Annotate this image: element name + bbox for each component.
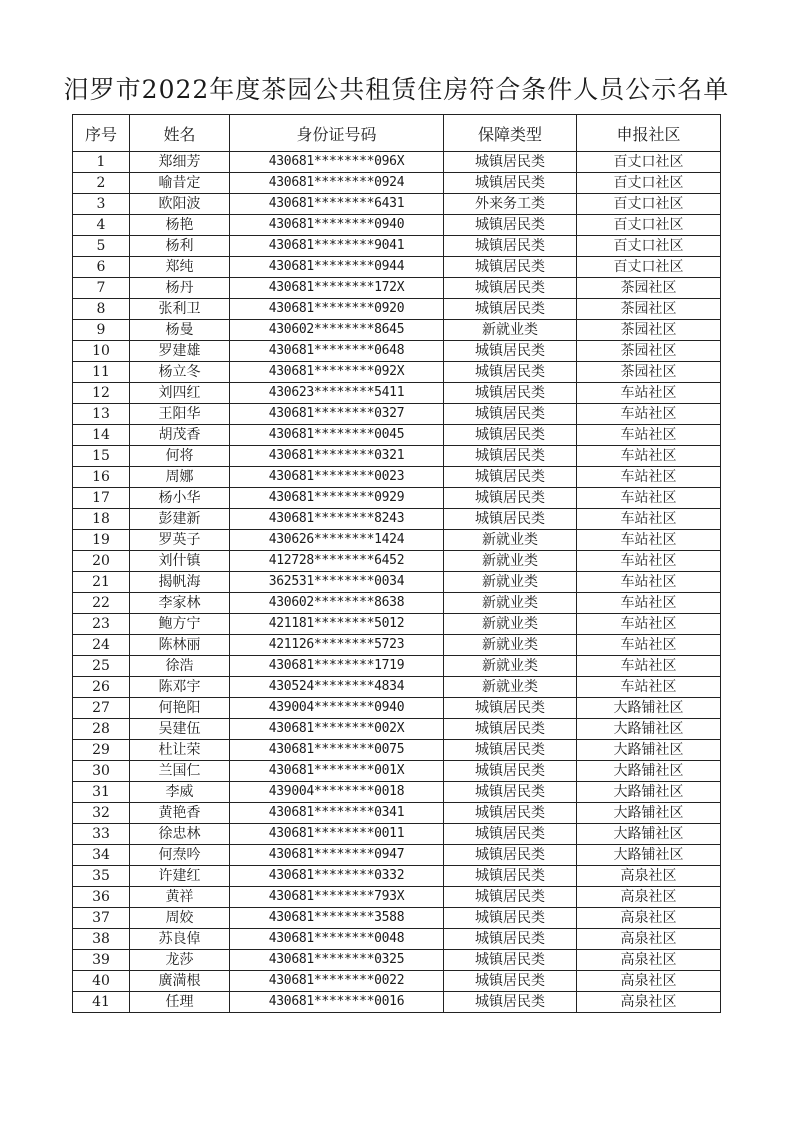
table-row	[73, 887, 721, 908]
cell-seq: 13	[73, 404, 130, 425]
cell-name: 吴建伍	[130, 719, 230, 740]
cell-seq: 28	[73, 719, 130, 740]
cell-id-number: 430681********0016	[230, 992, 444, 1013]
cell-seq: 3	[73, 194, 130, 215]
table-row	[73, 446, 721, 467]
cell-id-number: 430681********0327	[230, 404, 444, 425]
cell-name: 喻昔定	[130, 173, 230, 194]
table-row	[73, 383, 721, 404]
cell-community: 大路铺社区	[577, 824, 721, 845]
cell-seq: 31	[73, 782, 130, 803]
cell-seq: 23	[73, 614, 130, 635]
table-row	[73, 698, 721, 719]
cell-community: 高泉社区	[577, 971, 721, 992]
cell-id-number: 430681********6431	[230, 194, 444, 215]
table-row	[73, 509, 721, 530]
cell-community: 百丈口社区	[577, 152, 721, 173]
cell-name: 何焘吟	[130, 845, 230, 866]
table-row	[73, 236, 721, 257]
cell-name: 杨丹	[130, 278, 230, 299]
cell-name: 周娜	[130, 467, 230, 488]
table-row	[73, 572, 721, 593]
cell-support-type: 新就业类	[444, 635, 577, 656]
table-row	[73, 782, 721, 803]
cell-name: 罗英子	[130, 530, 230, 551]
cell-seq: 17	[73, 488, 130, 509]
cell-community: 茶园社区	[577, 320, 721, 341]
cell-name: 陈林丽	[130, 635, 230, 656]
cell-community: 车站社区	[577, 614, 721, 635]
cell-community: 百丈口社区	[577, 236, 721, 257]
cell-seq: 22	[73, 593, 130, 614]
cell-name: 周姣	[130, 908, 230, 929]
cell-id-number: 430681********0321	[230, 446, 444, 467]
cell-id-number: 430681********0045	[230, 425, 444, 446]
cell-support-type: 城镇居民类	[444, 782, 577, 803]
table-row	[73, 194, 721, 215]
table-row	[73, 257, 721, 278]
cell-seq: 2	[73, 173, 130, 194]
cell-community: 车站社区	[577, 572, 721, 593]
cell-support-type: 城镇居民类	[444, 341, 577, 362]
page-title: 汨罗市2022年度茶园公共租赁住房符合条件人员公示名单	[63, 75, 730, 104]
cell-seq: 39	[73, 950, 130, 971]
cell-community: 车站社区	[577, 383, 721, 404]
cell-seq: 6	[73, 257, 130, 278]
cell-id-number: 430524********4834	[230, 677, 444, 698]
cell-seq: 25	[73, 656, 130, 677]
cell-id-number: 430681********0940	[230, 215, 444, 236]
header-id-number: 身份证号码	[230, 115, 444, 152]
cell-community: 高泉社区	[577, 908, 721, 929]
cell-support-type: 新就业类	[444, 593, 577, 614]
cell-seq: 36	[73, 887, 130, 908]
table-row	[73, 761, 721, 782]
table-row	[73, 929, 721, 950]
header-community: 申报社区	[577, 115, 721, 152]
cell-seq: 20	[73, 551, 130, 572]
cell-support-type: 城镇居民类	[444, 446, 577, 467]
cell-community: 百丈口社区	[577, 173, 721, 194]
cell-community: 车站社区	[577, 488, 721, 509]
table-row	[73, 320, 721, 341]
header-seq: 序号	[73, 115, 130, 152]
cell-id-number: 430626********1424	[230, 530, 444, 551]
cell-name: 欧阳波	[130, 194, 230, 215]
cell-seq: 19	[73, 530, 130, 551]
cell-community: 高泉社区	[577, 866, 721, 887]
cell-community: 百丈口社区	[577, 257, 721, 278]
cell-support-type: 城镇居民类	[444, 383, 577, 404]
cell-name: 任理	[130, 992, 230, 1013]
cell-community: 大路铺社区	[577, 845, 721, 866]
cell-support-type: 城镇居民类	[444, 887, 577, 908]
table-row	[73, 677, 721, 698]
cell-id-number: 430681********001X	[230, 761, 444, 782]
cell-name: 何艳阳	[130, 698, 230, 719]
cell-id-number: 430602********8645	[230, 320, 444, 341]
cell-seq: 33	[73, 824, 130, 845]
cell-name: 罗建雄	[130, 341, 230, 362]
cell-seq: 27	[73, 698, 130, 719]
cell-support-type: 城镇居民类	[444, 236, 577, 257]
table-header-row	[73, 115, 721, 152]
cell-seq: 11	[73, 362, 130, 383]
cell-support-type: 城镇居民类	[444, 992, 577, 1013]
cell-name: 郑细芳	[130, 152, 230, 173]
table-row	[73, 614, 721, 635]
table-row	[73, 467, 721, 488]
cell-id-number: 430681********0075	[230, 740, 444, 761]
cell-seq: 5	[73, 236, 130, 257]
cell-name: 黄祥	[130, 887, 230, 908]
cell-seq: 8	[73, 299, 130, 320]
cell-seq: 35	[73, 866, 130, 887]
cell-community: 车站社区	[577, 446, 721, 467]
cell-name: 王阳华	[130, 404, 230, 425]
cell-name: 鲍方宁	[130, 614, 230, 635]
cell-seq: 37	[73, 908, 130, 929]
cell-seq: 14	[73, 425, 130, 446]
cell-id-number: 412728********6452	[230, 551, 444, 572]
cell-id-number: 430681********0648	[230, 341, 444, 362]
table-row	[73, 950, 721, 971]
cell-community: 高泉社区	[577, 992, 721, 1013]
cell-support-type: 城镇居民类	[444, 173, 577, 194]
cell-id-number: 430681********0929	[230, 488, 444, 509]
cell-name: 杨曼	[130, 320, 230, 341]
cell-support-type: 城镇居民类	[444, 740, 577, 761]
cell-name: 杨艳	[130, 215, 230, 236]
cell-id-number: 430681********0920	[230, 299, 444, 320]
cell-support-type: 新就业类	[444, 572, 577, 593]
table-row	[73, 845, 721, 866]
cell-community: 大路铺社区	[577, 719, 721, 740]
cell-name: 李家林	[130, 593, 230, 614]
cell-community: 车站社区	[577, 593, 721, 614]
cell-name: 杨利	[130, 236, 230, 257]
table-row	[73, 992, 721, 1013]
table-row	[73, 362, 721, 383]
cell-id-number: 430681********0048	[230, 929, 444, 950]
cell-support-type: 城镇居民类	[444, 488, 577, 509]
cell-community: 车站社区	[577, 404, 721, 425]
cell-id-number: 430681********0332	[230, 866, 444, 887]
cell-support-type: 新就业类	[444, 320, 577, 341]
cell-support-type: 外来务工类	[444, 194, 577, 215]
cell-seq: 30	[73, 761, 130, 782]
cell-id-number: 430681********9041	[230, 236, 444, 257]
cell-support-type: 城镇居民类	[444, 215, 577, 236]
cell-support-type: 城镇居民类	[444, 362, 577, 383]
cell-support-type: 城镇居民类	[444, 866, 577, 887]
cell-community: 大路铺社区	[577, 782, 721, 803]
table-row	[73, 719, 721, 740]
applicant-table	[72, 114, 721, 1013]
cell-seq: 26	[73, 677, 130, 698]
cell-name: 陈邓宇	[130, 677, 230, 698]
cell-community: 百丈口社区	[577, 194, 721, 215]
cell-support-type: 城镇居民类	[444, 404, 577, 425]
cell-seq: 41	[73, 992, 130, 1013]
table-row	[73, 803, 721, 824]
cell-community: 车站社区	[577, 635, 721, 656]
cell-support-type: 城镇居民类	[444, 971, 577, 992]
table-row	[73, 488, 721, 509]
cell-name: 徐忠林	[130, 824, 230, 845]
cell-name: 兰国仁	[130, 761, 230, 782]
table-row	[73, 152, 721, 173]
cell-id-number: 430602********8638	[230, 593, 444, 614]
cell-seq: 7	[73, 278, 130, 299]
cell-name: 杜让荣	[130, 740, 230, 761]
table-row	[73, 425, 721, 446]
cell-support-type: 城镇居民类	[444, 278, 577, 299]
cell-support-type: 新就业类	[444, 677, 577, 698]
cell-community: 大路铺社区	[577, 698, 721, 719]
cell-support-type: 城镇居民类	[444, 761, 577, 782]
table-row	[73, 404, 721, 425]
table-row	[73, 551, 721, 572]
cell-support-type: 城镇居民类	[444, 425, 577, 446]
cell-id-number: 430681********092X	[230, 362, 444, 383]
cell-support-type: 城镇居民类	[444, 698, 577, 719]
cell-id-number: 430681********096X	[230, 152, 444, 173]
cell-community: 车站社区	[577, 530, 721, 551]
cell-support-type: 城镇居民类	[444, 929, 577, 950]
cell-community: 车站社区	[577, 425, 721, 446]
cell-seq: 18	[73, 509, 130, 530]
table-row	[73, 530, 721, 551]
table-row	[73, 971, 721, 992]
cell-seq: 24	[73, 635, 130, 656]
cell-id-number: 362531********0034	[230, 572, 444, 593]
cell-community: 大路铺社区	[577, 803, 721, 824]
cell-id-number: 430681********0341	[230, 803, 444, 824]
cell-id-number: 430681********172X	[230, 278, 444, 299]
cell-name: 胡茂香	[130, 425, 230, 446]
cell-id-number: 430681********8243	[230, 509, 444, 530]
table-row	[73, 215, 721, 236]
table-row	[73, 173, 721, 194]
cell-community: 茶园社区	[577, 278, 721, 299]
cell-id-number: 430681********0325	[230, 950, 444, 971]
cell-name: 黄艳香	[130, 803, 230, 824]
cell-community: 车站社区	[577, 467, 721, 488]
cell-community: 车站社区	[577, 509, 721, 530]
cell-name: 苏良倬	[130, 929, 230, 950]
cell-id-number: 430681********0023	[230, 467, 444, 488]
table-row	[73, 278, 721, 299]
cell-seq: 10	[73, 341, 130, 362]
cell-support-type: 城镇居民类	[444, 803, 577, 824]
cell-name: 杨小华	[130, 488, 230, 509]
cell-support-type: 城镇居民类	[444, 467, 577, 488]
cell-support-type: 城镇居民类	[444, 299, 577, 320]
table-row	[73, 740, 721, 761]
cell-support-type: 新就业类	[444, 614, 577, 635]
cell-name: 张利卫	[130, 299, 230, 320]
cell-id-number: 430681********1719	[230, 656, 444, 677]
cell-support-type: 城镇居民类	[444, 152, 577, 173]
cell-id-number: 430681********0924	[230, 173, 444, 194]
cell-id-number: 439004********0018	[230, 782, 444, 803]
table-row	[73, 593, 721, 614]
table-row	[73, 866, 721, 887]
table-row	[73, 635, 721, 656]
table-row	[73, 341, 721, 362]
cell-seq: 32	[73, 803, 130, 824]
cell-id-number: 439004********0940	[230, 698, 444, 719]
cell-seq: 29	[73, 740, 130, 761]
table-row	[73, 824, 721, 845]
cell-community: 车站社区	[577, 656, 721, 677]
cell-seq: 15	[73, 446, 130, 467]
cell-id-number: 430681********0944	[230, 257, 444, 278]
cell-name: 揭帆海	[130, 572, 230, 593]
header-support-type: 保障类型	[444, 115, 577, 152]
cell-support-type: 城镇居民类	[444, 845, 577, 866]
cell-seq: 21	[73, 572, 130, 593]
cell-name: 廣満根	[130, 971, 230, 992]
cell-id-number: 421181********5012	[230, 614, 444, 635]
cell-support-type: 新就业类	[444, 551, 577, 572]
cell-support-type: 城镇居民类	[444, 509, 577, 530]
cell-seq: 12	[73, 383, 130, 404]
cell-seq: 16	[73, 467, 130, 488]
cell-seq: 40	[73, 971, 130, 992]
cell-support-type: 城镇居民类	[444, 950, 577, 971]
cell-id-number: 430623********5411	[230, 383, 444, 404]
cell-id-number: 430681********3588	[230, 908, 444, 929]
cell-seq: 9	[73, 320, 130, 341]
cell-name: 徐浩	[130, 656, 230, 677]
cell-community: 高泉社区	[577, 950, 721, 971]
header-name: 姓名	[130, 115, 230, 152]
cell-support-type: 城镇居民类	[444, 719, 577, 740]
cell-community: 高泉社区	[577, 929, 721, 950]
cell-id-number: 430681********793X	[230, 887, 444, 908]
cell-name: 何将	[130, 446, 230, 467]
cell-community: 车站社区	[577, 551, 721, 572]
cell-id-number: 430681********0011	[230, 824, 444, 845]
cell-id-number: 430681********002X	[230, 719, 444, 740]
cell-support-type: 新就业类	[444, 530, 577, 551]
cell-community: 茶园社区	[577, 299, 721, 320]
cell-name: 杨立冬	[130, 362, 230, 383]
cell-support-type: 城镇居民类	[444, 257, 577, 278]
cell-support-type: 新就业类	[444, 656, 577, 677]
cell-id-number: 430681********0947	[230, 845, 444, 866]
cell-community: 百丈口社区	[577, 215, 721, 236]
cell-name: 刘什镇	[130, 551, 230, 572]
cell-support-type: 城镇居民类	[444, 824, 577, 845]
cell-seq: 1	[73, 152, 130, 173]
cell-name: 龙莎	[130, 950, 230, 971]
cell-name: 刘四红	[130, 383, 230, 404]
cell-name: 李威	[130, 782, 230, 803]
cell-community: 茶园社区	[577, 362, 721, 383]
table-row	[73, 299, 721, 320]
cell-community: 高泉社区	[577, 887, 721, 908]
cell-id-number: 430681********0022	[230, 971, 444, 992]
cell-community: 车站社区	[577, 677, 721, 698]
table-row	[73, 908, 721, 929]
cell-seq: 34	[73, 845, 130, 866]
cell-name: 许建红	[130, 866, 230, 887]
cell-community: 大路铺社区	[577, 761, 721, 782]
cell-name: 彭建新	[130, 509, 230, 530]
cell-seq: 38	[73, 929, 130, 950]
cell-community: 茶园社区	[577, 341, 721, 362]
cell-name: 郑纯	[130, 257, 230, 278]
table-row	[73, 656, 721, 677]
cell-community: 大路铺社区	[577, 740, 721, 761]
cell-id-number: 421126********5723	[230, 635, 444, 656]
cell-seq: 4	[73, 215, 130, 236]
cell-support-type: 城镇居民类	[444, 908, 577, 929]
